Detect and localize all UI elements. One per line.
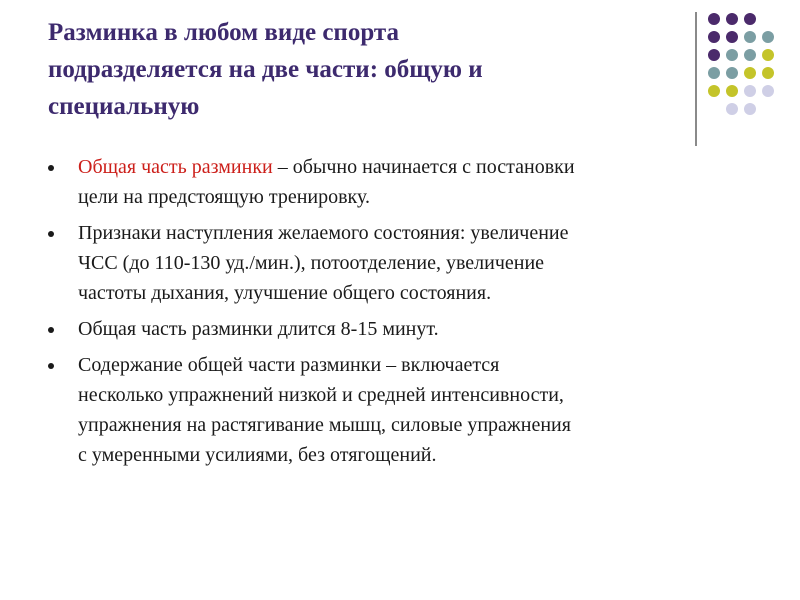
bullet-dot-icon [48, 327, 54, 333]
bullet-dot-icon [48, 165, 54, 171]
decorative-dot [708, 85, 720, 97]
decorative-dot [726, 85, 738, 97]
bullet-item [48, 350, 758, 470]
bullet-item [48, 152, 758, 212]
decorative-dot [708, 13, 720, 25]
slide-title [48, 14, 648, 125]
bullet-line: цели на предстоящую тренировку. [78, 186, 370, 208]
bullet-item [48, 314, 758, 344]
bullet-text: – обычно начинается с постановки [272, 156, 575, 178]
bullet-line: ЧСС (до 110-130 уд./мин.), потоотделение, увеличение [78, 252, 545, 274]
decorative-dot [744, 13, 756, 25]
bullet-dot-icon [48, 363, 54, 369]
decorative-dot [744, 67, 756, 79]
decorative-dot [726, 103, 738, 115]
decorative-dot [708, 67, 720, 79]
decorative-dot [762, 31, 774, 43]
bullet-line: несколько упражнений низкой и средней интенсивности, [78, 384, 564, 406]
bullet-line: Признаки наступления желаемого состояния: увеличение [78, 222, 569, 244]
decorative-dot [744, 31, 756, 43]
decorative-dot [744, 49, 756, 61]
decorative-dot [744, 85, 756, 97]
bullet-line [78, 152, 758, 182]
slide-title-line: Разминка в любом виде спорта [48, 19, 399, 46]
accent-phrase: Общая часть разминки [78, 156, 273, 178]
decorative-dot [762, 67, 774, 79]
decorative-dot [726, 67, 738, 79]
vertical-divider [695, 12, 697, 146]
decorative-dot [762, 85, 774, 97]
bullet-item [48, 218, 758, 308]
bullet-line: Общая часть разминки длится 8-15 минут. [78, 318, 439, 340]
decorative-dot [726, 49, 738, 61]
decorative-dot [726, 13, 738, 25]
decorative-dot [708, 49, 720, 61]
bullet-line: Содержание общей части разминки – включается [78, 354, 500, 376]
decorative-dot [762, 49, 774, 61]
decorative-dot-grid [702, 10, 782, 130]
decorative-dot [726, 31, 738, 43]
bullet-list [48, 152, 758, 476]
bullet-dot-icon [48, 231, 54, 237]
decorative-dot [708, 31, 720, 43]
slide-title-line: подразделяется на две части: общую и [48, 56, 483, 83]
slide-title-line: специальную [48, 93, 200, 120]
decorative-dot [744, 103, 756, 115]
bullet-line: упражнения на растягивание мышц, силовые упражнения [78, 414, 571, 436]
bullet-line: частоты дыхания, улучшение общего состояния. [78, 282, 492, 304]
bullet-line: с умеренными усилиями, без отягощений. [78, 444, 437, 466]
